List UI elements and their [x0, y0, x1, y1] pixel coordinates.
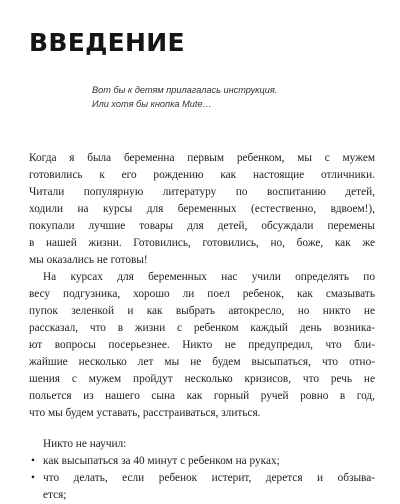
text-line: Когда я была беременна первым ребенком, мы с мужем: [29, 152, 375, 164]
list-item: [29, 470, 375, 504]
paragraph-gap: [29, 422, 375, 436]
text-line: Читали популярную литературу по воспитанию детей,: [29, 186, 375, 198]
text-line: польется из нашего сына как горный ручей ровно в год,: [29, 390, 375, 402]
text-line: мы оказались не готовы!: [29, 254, 148, 266]
list-item: [29, 453, 375, 470]
text-line: жайшие несколько лет мы не будем высыпаться, что отно-: [29, 356, 375, 368]
text-line: ходили на курсы для беременных (естественно, вдвоем!),: [29, 203, 375, 215]
text-line: пупок зеленкой и как выбрать автокресло, но никто не: [29, 305, 375, 317]
bullet-marker: •: [31, 455, 35, 467]
paragraph: [29, 436, 375, 453]
text-line: готовились к его рождению как настоящие отличники.: [29, 169, 375, 181]
epigraph-line: Или хотя бы кнопка Mute…: [92, 99, 212, 109]
paragraph: [29, 269, 375, 422]
bullet-list: [29, 453, 375, 504]
text-line: покупали лучшие товары для детей, обсуждали перемены: [29, 220, 375, 232]
text-line: ют вопросы посерьезнее. Никто не предупредил, что бли-: [29, 339, 375, 351]
text-line: Никто не научил:: [43, 438, 127, 450]
text-line: как высыпаться за 40 минут с ребенком на руках;: [43, 455, 280, 467]
text-line: в нашей жизни. Готовились, готовились, но, боже, как же: [29, 237, 375, 249]
chapter-title: ВВЕДЕНИЕ: [29, 28, 185, 57]
paragraph: [29, 150, 375, 269]
epigraph-line: Вот бы к детям прилагалась инструкция.: [92, 85, 278, 95]
text-line: ется;: [43, 489, 67, 501]
text-line: На курсах для беременных нас учили определять по: [43, 271, 375, 283]
text-line: что мы будем уставать, расстраиваться, злиться.: [29, 407, 261, 419]
body-text: [29, 150, 375, 504]
text-line: рассказал, что в жизни с ребенком каждый день возника-: [29, 322, 375, 334]
text-line: весу подгузника, хорошо ли поел ребенок, как смазывать: [29, 288, 375, 300]
epigraph: [92, 83, 382, 111]
bullet-marker: •: [31, 472, 35, 484]
text-line: шения с мужем пройдут несколько кризисов, что речь не: [29, 373, 375, 385]
text-line: что делать, если ребенок истерит, дерется и обзыва-: [43, 472, 375, 484]
